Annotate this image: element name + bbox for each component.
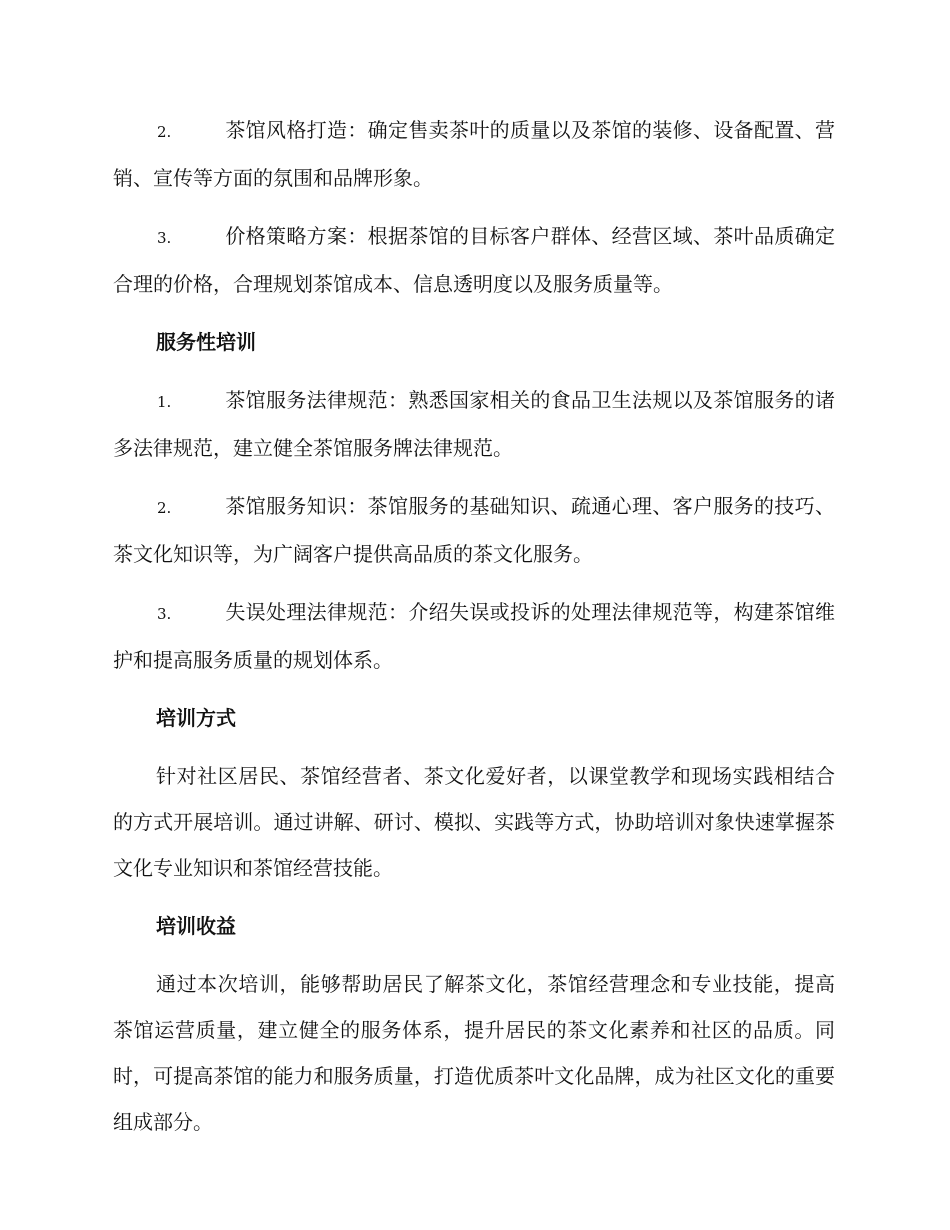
- list-item-pricing: [113, 213, 835, 307]
- list-item-style: [113, 107, 835, 201]
- list-item-text: 失误处理法律规范：介绍失误或投诉的处理法律规范等，构建茶馆维护和提高服务质量的规划体系。: [113, 600, 835, 672]
- paragraph-training-benefits: 通过本次培训，能够帮助居民了解茶文化，茶馆经营理念和专业技能，提高茶馆运营质量，建立健全的服务体系，提升居民的茶文化素养和社区的品质。同时，可提高茶馆的能力和服务质量，打造优质茶叶文化品牌，成为社区文化的重要组成部分。: [113, 972, 835, 1134]
- paragraph-training-method: 针对社区居民、茶馆经营者、茶文化爱好者，以课堂教学和现场实践相结合的方式开展培训。通过讲解、研讨、模拟、实践等方式，协助培训对象快速掌握茶文化专业知识和茶馆经营技能。: [113, 764, 835, 880]
- document-page: [113, 107, 835, 1157]
- list-item-service-law: [113, 377, 835, 471]
- section-heading-service-training: 服务性培训: [156, 330, 256, 354]
- list-item-error-handling: [113, 589, 835, 683]
- section-heading-training-benefits: 培训收益: [156, 914, 236, 938]
- list-number: 3.: [157, 229, 172, 247]
- list-number: 1.: [157, 393, 172, 411]
- list-item-text: 价格策略方案：根据茶馆的目标客户群体、经营区域、茶叶品质确定合理的价格，合理规划茶馆成本、信息透明度以及服务质量等。: [113, 224, 835, 296]
- section-heading-training-method: 培训方式: [156, 706, 236, 730]
- list-item-text: 茶馆风格打造：确定售卖茶叶的质量以及茶馆的装修、设备配置、营销、宣传等方面的氛围和品牌形象。: [113, 118, 835, 190]
- list-item-text: 茶馆服务法律规范：熟悉国家相关的食品卫生法规以及茶馆服务的诸多法律规范，建立健全茶馆服务牌法律规范。: [113, 388, 835, 460]
- list-number: 3.: [157, 605, 172, 623]
- list-number: 2.: [157, 123, 172, 141]
- list-item-text: 茶馆服务知识：茶馆服务的基础知识、疏通心理、客户服务的技巧、茶文化知识等，为广阔客户提供高品质的茶文化服务。: [113, 494, 835, 566]
- list-number: 2.: [157, 499, 172, 517]
- list-item-service-knowledge: [113, 483, 835, 577]
